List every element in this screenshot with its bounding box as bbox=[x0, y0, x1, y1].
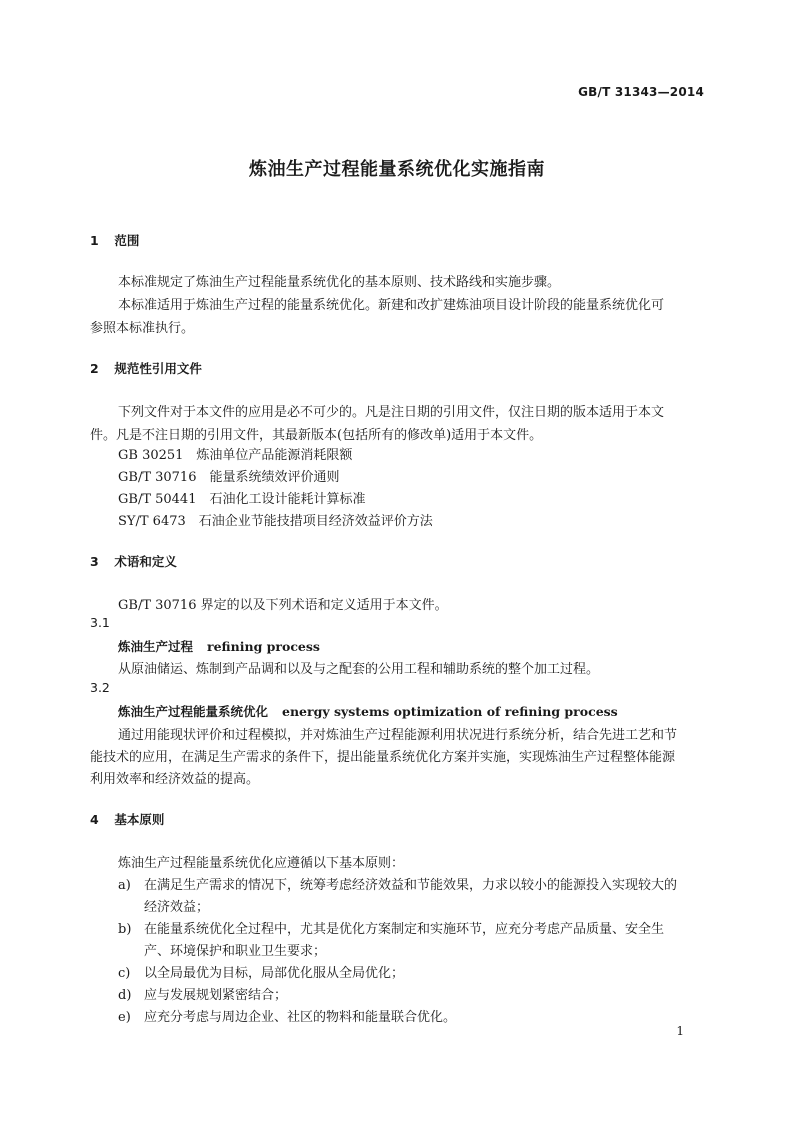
term-heading bbox=[118, 637, 320, 655]
standard-code: GB/T 31343—2014 bbox=[578, 85, 704, 99]
section-number: 2 bbox=[90, 361, 99, 376]
section-title: 术语和定义 bbox=[114, 554, 177, 569]
list-text: 应充分考虑与周边企业、社区的物料和能量联合优化。 bbox=[144, 1010, 457, 1025]
term-zh: 炼油生产过程能量系统优化 bbox=[118, 704, 269, 719]
document-title: 炼油生产过程能量系统优化实施指南 bbox=[249, 159, 545, 180]
reference-item: GB/T 30716 能量系统绩效评价通则 bbox=[118, 470, 340, 485]
list-text: 在能量系统优化全过程中，尤其是优化方案制定和实施环节，应充分考虑产品质量、安全生 bbox=[144, 922, 665, 937]
term-number: 3.1 bbox=[90, 615, 110, 630]
list-marker: a) bbox=[118, 878, 131, 893]
list-text: 应与发展规划紧密结合； bbox=[144, 988, 288, 1003]
section-2-heading bbox=[90, 359, 202, 377]
section-number: 3 bbox=[90, 554, 99, 569]
list-marker: e) bbox=[118, 1010, 131, 1025]
section-title: 基本原则 bbox=[114, 812, 165, 827]
term-zh: 炼油生产过程 bbox=[118, 639, 194, 654]
paragraph: 炼油生产过程能量系统优化应遵循以下基本原则： bbox=[118, 856, 405, 871]
list-item bbox=[118, 984, 287, 1003]
section-number: 1 bbox=[90, 233, 99, 248]
paragraph: 本标准规定了炼油生产过程能量系统优化的基本原则、技术路线和实施步骤。 bbox=[118, 275, 561, 290]
term-en: energy systems optimization of refining process bbox=[282, 704, 618, 719]
paragraph: 下列文件对于本文件的应用是必不可少的。凡是注日期的引用文件，仅注日期的版本适用于本文 bbox=[118, 405, 665, 420]
section-4-heading bbox=[90, 810, 164, 828]
list-item-cont: 经济效益； bbox=[144, 900, 210, 915]
section-1-heading bbox=[90, 231, 139, 249]
term-en: refining process bbox=[207, 639, 320, 654]
list-item bbox=[118, 918, 664, 937]
list-text: 以全局最优为目标，局部优化服从全局优化； bbox=[144, 966, 405, 981]
section-3-heading bbox=[90, 552, 177, 570]
term-number: 3.2 bbox=[90, 680, 110, 695]
paragraph-cont: 件。凡是不注日期的引用文件，其最新版本(包括所有的修改单)适用于本文件。 bbox=[90, 428, 543, 443]
list-item bbox=[118, 874, 677, 893]
paragraph: 本标准适用于炼油生产过程的能量系统优化。新建和改扩建炼油项目设计阶段的能量系统优化可 bbox=[118, 298, 665, 313]
list-marker: d) bbox=[118, 988, 132, 1003]
list-text: 在满足生产需求的情况下，统筹考虑经济效益和节能效果，力求以较小的能源投入实现较大的 bbox=[144, 878, 678, 893]
page-number: 1 bbox=[676, 1024, 684, 1038]
term-definition-cont: 利用效率和经济效益的提高。 bbox=[90, 772, 260, 787]
list-item bbox=[118, 962, 404, 981]
reference-item: GB/T 50441 石油化工设计能耗计算标准 bbox=[118, 492, 366, 507]
reference-item: GB 30251 炼油单位产品能源消耗限额 bbox=[118, 448, 353, 463]
section-title: 规范性引用文件 bbox=[114, 361, 202, 376]
paragraph: GB/T 30716 界定的以及下列术语和定义适用于本文件。 bbox=[118, 598, 448, 613]
list-item bbox=[118, 1006, 456, 1025]
term-definition-cont: 能技术的应用，在满足生产需求的条件下，提出能量系统优化方案并实施，实现炼油生产过程整体能源 bbox=[90, 750, 676, 765]
term-definition: 通过用能现状评价和过程模拟，并对炼油生产过程能源利用状况进行系统分析，结合先进工艺和节 bbox=[118, 728, 678, 743]
reference-item: SY/T 6473 石油企业节能技措项目经济效益评价方法 bbox=[118, 514, 433, 529]
list-item-cont: 产、环境保护和职业卫生要求； bbox=[144, 944, 327, 959]
list-marker: c) bbox=[118, 966, 131, 981]
term-heading bbox=[118, 702, 618, 720]
term-definition: 从原油储运、炼制到产品调和以及与之配套的公用工程和辅助系统的整个加工过程。 bbox=[118, 662, 600, 677]
list-marker: b) bbox=[118, 922, 132, 937]
section-number: 4 bbox=[90, 812, 99, 827]
paragraph-cont: 参照本标准执行。 bbox=[90, 321, 195, 336]
section-title: 范围 bbox=[114, 233, 140, 248]
